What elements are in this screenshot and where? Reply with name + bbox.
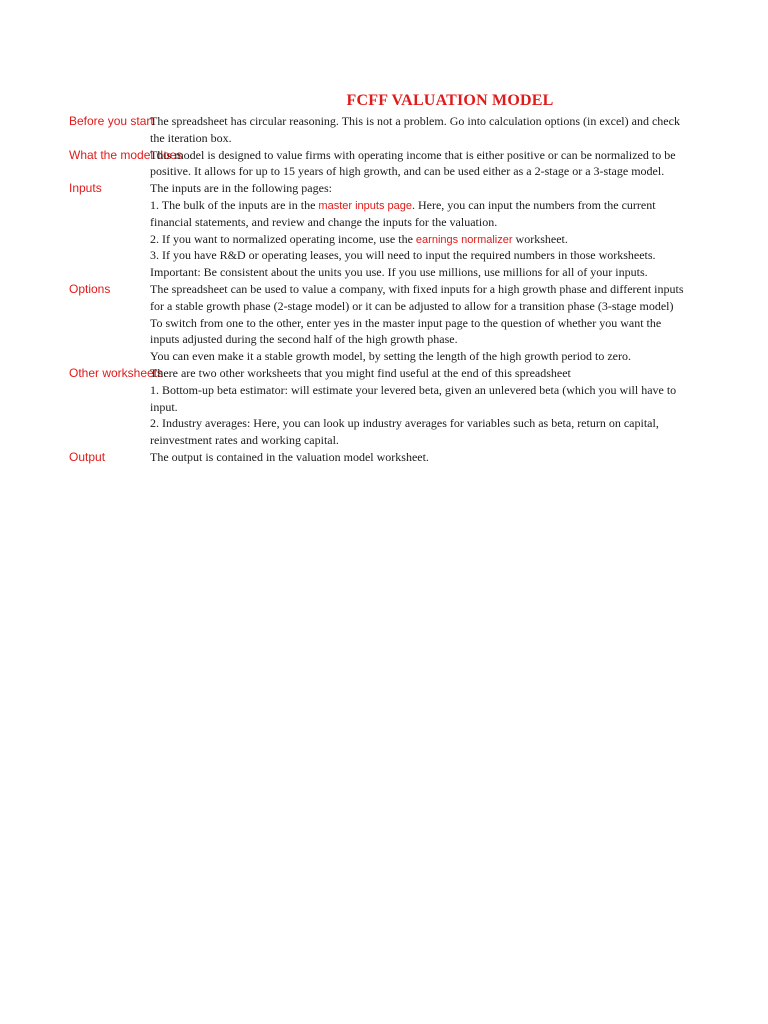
sheet-row xyxy=(0,432,768,449)
section-label: Inputs xyxy=(69,181,102,196)
section-text xyxy=(150,197,698,215)
section-label: Before you start xyxy=(69,114,154,128)
section-text: input. xyxy=(150,399,178,414)
section-text: There are two other worksheets that you might find useful at the end of this spreadsheet xyxy=(150,366,571,380)
section-text: inputs adjusted during the second half of the high growth phase. xyxy=(150,332,458,347)
section-text: for a stable growth phase (2-stage model) or it can be adjusted to allow for a transition phase (3-stage model) xyxy=(150,298,674,313)
section-text: The spreadsheet can be used to value a company, with fixed inputs for a high growth phase and different inputs xyxy=(150,282,684,296)
section-label: Output xyxy=(69,450,106,464)
section-text: To switch from one to the other, enter yes in the master input page to the question of whether you want the xyxy=(150,315,662,330)
sheet-row xyxy=(0,415,768,432)
sheet-row xyxy=(0,180,768,197)
page-title: FCFF VALUATION MODEL xyxy=(346,92,554,109)
sheet-row xyxy=(0,163,768,180)
section-text: Important: Be consistent about the units you use. If you use millions, use millions for all of your inputs. xyxy=(150,265,648,280)
sheet-row xyxy=(0,365,768,382)
sheet-row xyxy=(0,348,768,365)
section-text xyxy=(150,231,698,249)
sheet-row xyxy=(0,231,768,248)
sheet-row xyxy=(0,315,768,332)
section-text: You can even make it a stable growth model, by setting the length of the high growth period to zero. xyxy=(150,349,632,364)
sheet-row xyxy=(0,331,768,348)
sheet-row xyxy=(0,247,768,264)
sheet-row xyxy=(0,449,768,466)
section-text: This model is designed to value firms with operating income that is either positive or can be normalized to be xyxy=(150,147,676,162)
sheet-row xyxy=(0,147,768,164)
section-label: Other worksheets xyxy=(69,366,164,380)
section-text: 3. If you have R&D or operating leases, you will need to input the required numbers in those worksheets. xyxy=(150,248,656,263)
sheet-row xyxy=(0,281,768,298)
section-text: financial statements, and review and change the inputs for the valuation. xyxy=(150,214,498,229)
sheet-row xyxy=(0,197,768,214)
section-text: The output is contained in the valuation model worksheet. xyxy=(150,450,429,464)
worksheet-link[interactable]: master inputs page xyxy=(318,200,412,212)
section-text: The spreadsheet has circular reasoning. This is not a problem. Go into calculation options (in excel) and check xyxy=(150,114,680,128)
section-text: The inputs are in the following pages: xyxy=(150,181,332,196)
section-text: 2. Industry averages: Here, you can look up industry averages for variables such as beta, return on capital, xyxy=(150,416,659,431)
sheet-row xyxy=(0,399,768,416)
text-segment: 1. The bulk of the inputs are in the xyxy=(150,198,319,212)
sheet-row xyxy=(0,214,768,231)
text-segment: 2. If you want to normalized operating income, use the xyxy=(150,231,416,246)
section-text: reinvestment rates and working capital. xyxy=(150,433,339,448)
text-segment: worksheet. xyxy=(512,231,568,246)
sheet-row xyxy=(0,382,768,399)
section-text: positive. It allows for up to 15 years of high growth, and can be used either as a 2-stage or a 3-stage model. xyxy=(150,164,665,179)
section-label: Options xyxy=(69,282,111,296)
worksheet-link[interactable]: earnings normalizer xyxy=(415,233,513,246)
sheet-row xyxy=(0,130,768,147)
sheet-row xyxy=(0,264,768,281)
section-text: the iteration box. xyxy=(150,130,232,145)
section-label: What the model does xyxy=(69,147,183,162)
section-text: 1. Bottom-up beta estimator: will estimate your levered beta, given an unlevered beta (which you will have to xyxy=(150,382,677,397)
sheet-row xyxy=(0,298,768,315)
text-segment: . Here, you can input the numbers from the current xyxy=(411,198,656,212)
sheet-row xyxy=(0,113,768,130)
